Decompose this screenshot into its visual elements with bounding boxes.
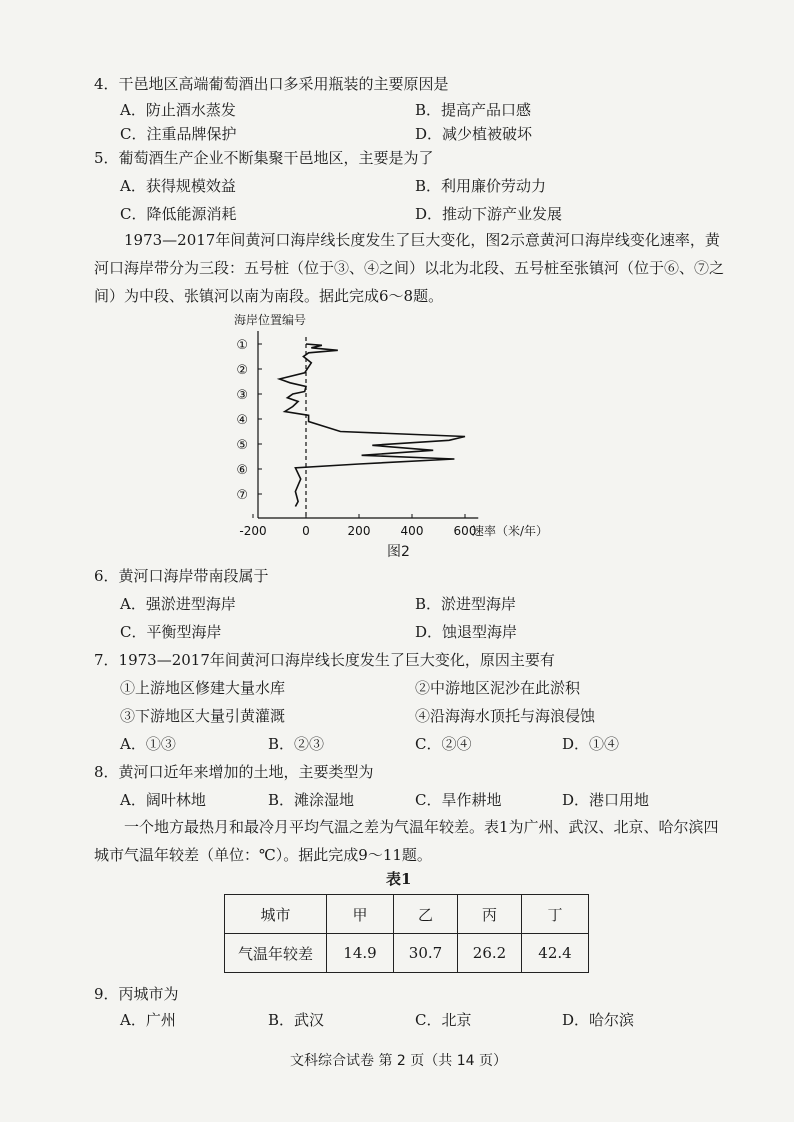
table-cell: 30.7 — [394, 934, 458, 973]
page-footer: 文科综合试卷 第 2 页（共 14 页） — [290, 1053, 507, 1069]
q7-stem: 7．1973—2017年间黄河口海岸线长度发生了巨大变化，原因主要有 — [94, 651, 555, 669]
y-tick-label: ⑦ — [236, 488, 248, 503]
y-tick-label: ① — [236, 338, 248, 353]
q4-stem: 4．干邑地区高端葡萄酒出口多采用瓶装的主要原因是 — [94, 75, 449, 93]
x-tick-label: 400 — [400, 524, 424, 538]
q4-option-c: C．注重品牌保护 — [120, 125, 237, 143]
y-tick-label: ② — [236, 363, 248, 378]
q5-stem: 5．葡萄酒生产企业不断集聚干邑地区，主要是为了 — [94, 149, 434, 167]
q8-option-c: C．旱作耕地 — [415, 791, 502, 809]
q5-option-b: B．利用廉价劳动力 — [415, 177, 547, 195]
x-tick-label: 200 — [347, 524, 371, 538]
q5-option-a: A．获得规模效益 — [120, 177, 236, 195]
chart-y-axis-title: 海岸位置编号 — [234, 313, 307, 327]
x-tick-label: -200 — [239, 524, 267, 538]
table-header-cell: 城市 — [225, 895, 327, 934]
rate-series-line — [280, 344, 466, 507]
q6-option-d: D．蚀退型海岸 — [415, 623, 518, 641]
table-header-row — [225, 895, 589, 934]
q7-option-d: D．①④ — [562, 735, 620, 753]
table-header-cell: 乙 — [394, 895, 458, 934]
y-tick-label: ⑤ — [236, 438, 248, 453]
q6-stem: 6．黄河口海岸带南段属于 — [94, 567, 269, 585]
temperature-range-table — [224, 894, 589, 973]
q5-option-c: C．降低能源消耗 — [120, 205, 237, 223]
x-tick-label: 0 — [302, 524, 310, 538]
q7-option-b: B．②③ — [268, 735, 325, 753]
q7-option-a: A．①③ — [120, 735, 176, 753]
figure-caption: 图2 — [387, 544, 410, 560]
x-tick-label: 600 — [453, 524, 477, 538]
q7-statement-3: ③下游地区大量引黄灌溉 — [120, 707, 286, 725]
table-header-cell: 甲 — [327, 895, 394, 934]
table-cell: 14.9 — [327, 934, 394, 973]
table-cell: 气温年较差 — [225, 934, 327, 973]
y-tick-label: ⑥ — [236, 463, 248, 478]
q6-option-a: A．强淤进型海岸 — [120, 595, 236, 613]
passage-intro-coastline: 1973—2017年间黄河口海岸线长度发生了巨大变化，图2示意黄河口海岸线变化速率，黄河口海岸带分为三段：五号桩（位于③、④之间）以北为北段、五号桩至张镇河（位于⑥、⑦之间）为中段、张镇河以南为南段。据此完成6～8题。 — [94, 231, 725, 305]
q9-option-b: B．武汉 — [268, 1011, 325, 1029]
q6-option-b: B．淤进型海岸 — [415, 595, 517, 613]
table-header-cell: 丙 — [458, 895, 522, 934]
y-tick-label: ③ — [236, 388, 248, 403]
passage-intro-temperature: 一个地方最热月和最冷月平均气温之差为气温年较差。表1为广州、武汉、北京、哈尔滨四城市气温年较差（单位：℃）。据此完成9～11题。 — [94, 818, 719, 864]
q8-option-a: A．阔叶林地 — [120, 791, 206, 809]
q9-option-d: D．哈尔滨 — [562, 1011, 635, 1029]
q4-option-d: D．减少植被破坏 — [415, 125, 533, 143]
chart-x-axis-title: 速率（米/年） — [472, 524, 549, 538]
table-cell: 42.4 — [522, 934, 589, 973]
q7-statement-4: ④沿海海水顶托与海浪侵蚀 — [415, 707, 596, 725]
table-row — [225, 934, 589, 973]
q8-stem: 8．黄河口近年来增加的土地，主要类型为 — [94, 763, 374, 781]
y-tick-label: ④ — [236, 413, 248, 428]
q6-option-c: C．平衡型海岸 — [120, 623, 222, 641]
q9-stem: 9．丙城市为 — [94, 985, 179, 1003]
q8-option-d: D．港口用地 — [562, 791, 650, 809]
table-header-cell: 丁 — [522, 895, 589, 934]
q8-option-b: B．滩涂湿地 — [268, 791, 355, 809]
q7-option-c: C．②④ — [415, 735, 472, 753]
q4-option-a: A．防止酒水蒸发 — [120, 101, 236, 119]
q7-statement-2: ②中游地区泥沙在此淤积 — [415, 679, 581, 697]
q5-option-d: D．推动下游产业发展 — [415, 205, 563, 223]
table-cell: 26.2 — [458, 934, 522, 973]
q4-option-b: B．提高产品口感 — [415, 101, 532, 119]
q7-statement-1: ①上游地区修建大量水库 — [120, 679, 286, 697]
q9-option-c: C．北京 — [415, 1011, 472, 1029]
table-caption: 表1 — [386, 870, 412, 888]
q9-option-a: A．广州 — [120, 1011, 176, 1029]
